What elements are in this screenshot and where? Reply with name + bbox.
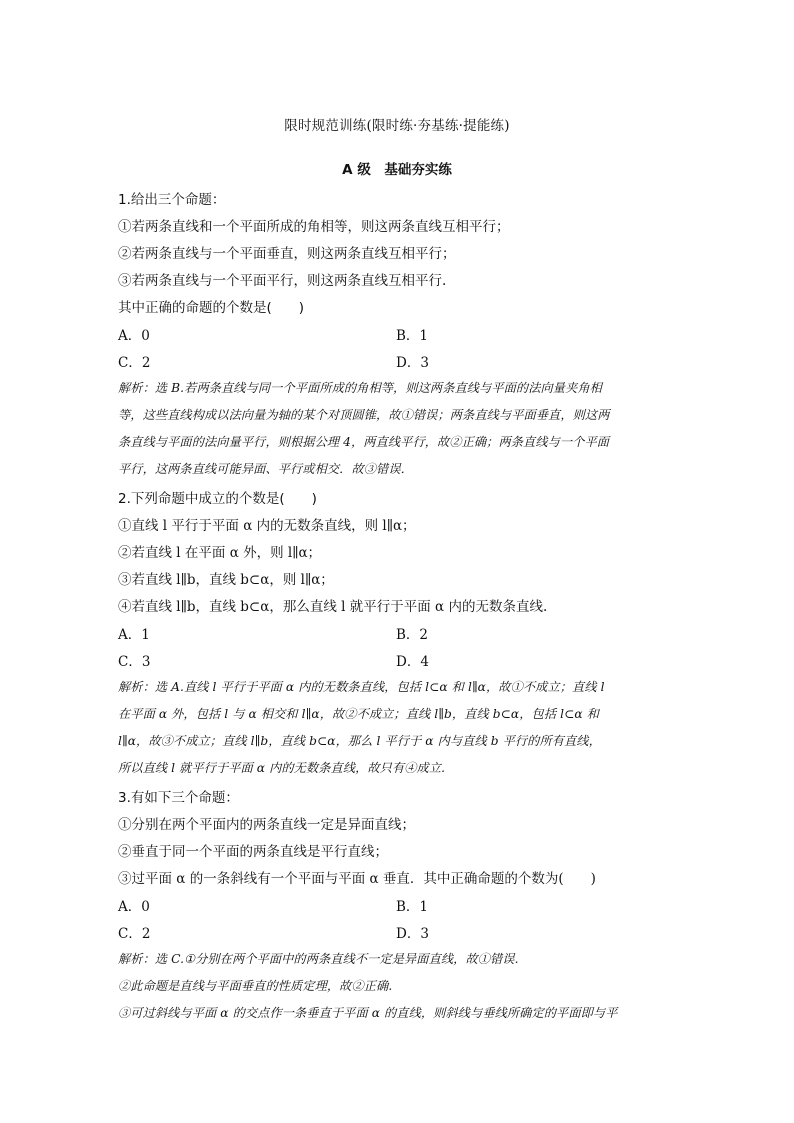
question-3-option-d: D．3 — [396, 926, 429, 942]
question-2-option-a: A．1 — [118, 627, 150, 643]
question-3-stem: 3.有如下三个命题： — [118, 790, 239, 806]
question-1-analysis-line-2: 等，这些直线构成以法向量为轴的某个对顶圆锥，故①错误；两条直线与平面垂直，则这两 — [118, 408, 610, 422]
question-3-option-a: A．0 — [118, 899, 150, 915]
question-3-analysis-line-1: 解析：选 C.①分别在两个平面中的两条直线不一定是异面直线，故①错误. — [118, 952, 519, 966]
question-2-statement-2: ②若直线 l 在平面 α 外，则 l∥α； — [118, 545, 322, 561]
question-3-option-c: C．2 — [118, 926, 151, 942]
question-2-option-d: D．4 — [396, 654, 429, 670]
question-1-ask: 其中正确的命题的个数是( ) — [118, 300, 305, 316]
question-3-statement-2: ②垂直于同一个平面的两条直线是平行直线； — [118, 844, 388, 860]
page-title: 限时规范训练(限时练·夯基练·提能练) — [284, 118, 510, 134]
question-3-statement-1: ①分别在两个平面内的两条直线一定是异面直线； — [118, 817, 415, 833]
question-2-analysis-line-4: 所以直线 l 就平行于平面 α 内的无数条直线，故只有④成立. — [118, 761, 446, 775]
question-3-analysis-line-2: ②此命题是直线与平面垂直的性质定理，故②正确. — [118, 979, 393, 993]
question-3-statement-3: ③过平面 α 的一条斜线有一个平面与平面 α 垂直．其中正确命题的个数为( ) — [118, 871, 596, 887]
question-1-option-a: A．0 — [118, 328, 150, 344]
question-2-analysis-line-3: l∥α，故③不成立；直线 l∥b，直线 b⊂α，那么 l 平行于 α 内与直线 b 平行的所有直线， — [118, 734, 601, 748]
question-3-option-b: B．1 — [396, 899, 429, 915]
question-1-option-d: D．3 — [396, 355, 429, 371]
question-2-statement-4: ④若直线 l∥b，直线 b⊂α，那么直线 l 就平行于平面 α 内的无数条直线. — [118, 599, 548, 615]
question-2-analysis-line-1: 解析：选 A.直线 l 平行于平面 α 内的无数条直线，包括 l⊂α 和 l∥α，故①不成立；直线 l — [118, 680, 605, 694]
question-1-statement-1: ①若两条直线和一个平面所成的角相等，则这两条直线互相平行； — [118, 219, 510, 235]
question-2-stem: 2.下列命题中成立的个数是( ) — [118, 491, 317, 507]
question-1-option-c: C．2 — [118, 355, 151, 371]
question-1-option-b: B．1 — [396, 328, 429, 344]
question-1-statement-3: ③若两条直线与一个平面平行，则这两条直线互相平行. — [118, 273, 447, 289]
question-2-option-b: B．2 — [396, 627, 429, 643]
question-1-statement-2: ②若两条直线与一个平面垂直，则这两条直线互相平行； — [118, 246, 456, 262]
question-2-analysis-line-2: 在平面 α 外，包括 l 与 α 相交和 l∥α，故②不成立；直线 l∥b，直线 b⊂α，包括 l⊂α 和 — [118, 707, 600, 721]
question-1-analysis-line-1: 解析：选 B.若两条直线与同一个平面所成的角相等，则这两条直线与平面的法向量夹角相 — [118, 381, 602, 395]
question-2-option-c: C．3 — [118, 654, 151, 670]
question-3-analysis-line-3: ③可过斜线与平面 α 的交点作一条垂直于平面 α 的直线，则斜线与垂线所确定的平面即与平 — [118, 1006, 618, 1020]
question-1-stem: 1.给出三个命题： — [118, 192, 226, 208]
question-1-analysis-line-4: 平行，这两条直线可能异面、平行或相交．故③错误． — [118, 462, 413, 476]
question-2-statement-1: ①直线 l 平行于平面 α 内的无数条直线，则 l∥α； — [118, 518, 416, 534]
section-heading: A 级 基础夯实练 — [342, 162, 452, 178]
question-2-statement-3: ③若直线 l∥b，直线 b⊂α，则 l∥α； — [118, 572, 334, 588]
question-1-analysis-line-3: 条直线与平面的法向量平行，则根据公理 4，两直线平行，故②正确；两条直线与一个平面 — [118, 435, 610, 449]
